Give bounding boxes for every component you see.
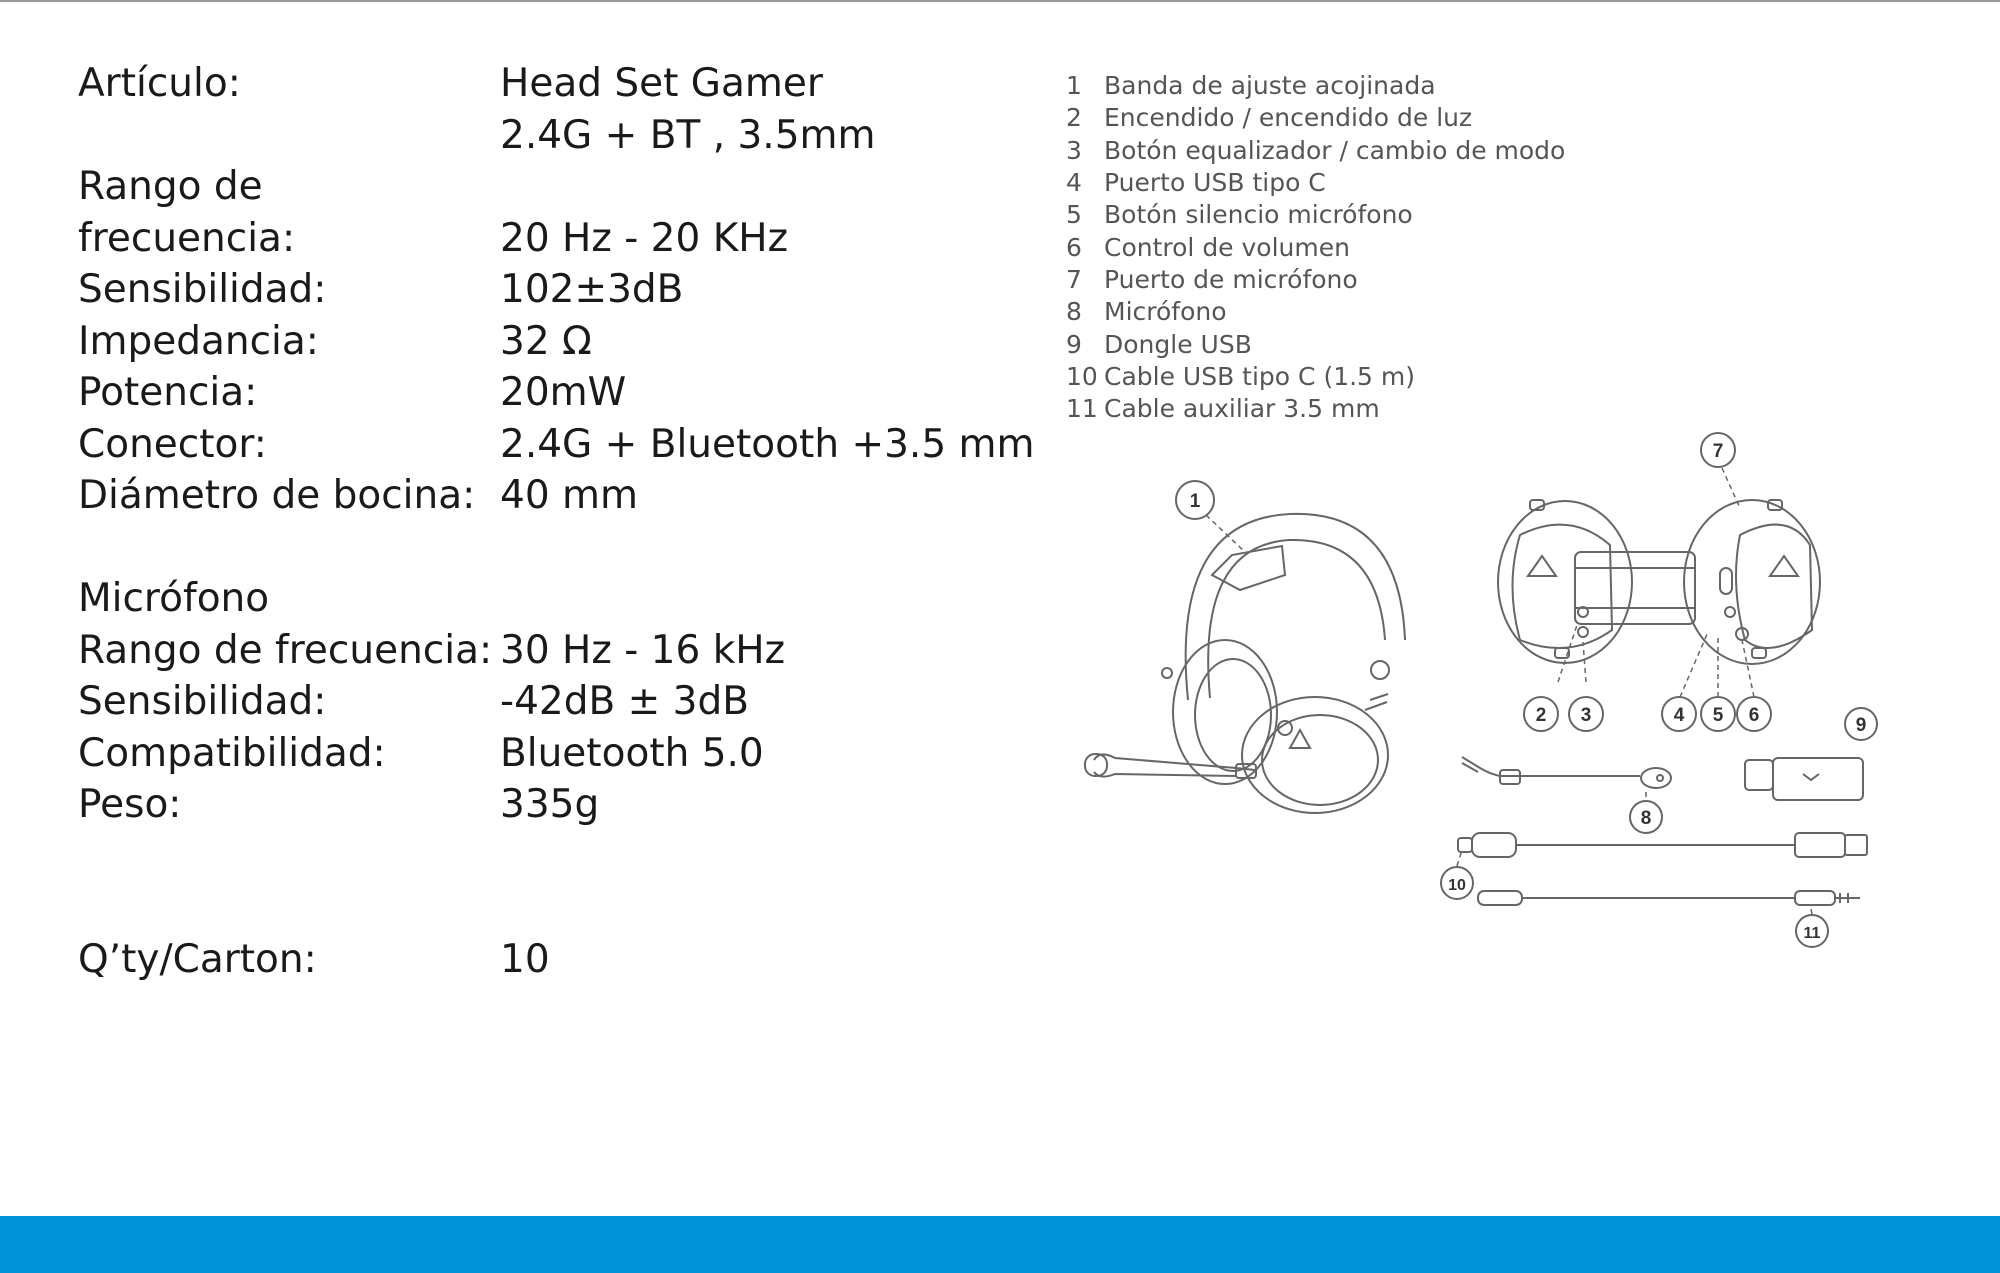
part-number: 3 (1066, 136, 1082, 165)
parts-list-item (1066, 167, 1566, 199)
spec-row (78, 213, 978, 265)
callout-10 (1441, 867, 1473, 899)
part-label: Botón silencio micrófono (1104, 200, 1413, 229)
spec-value: 102±3dB (500, 267, 684, 312)
part-number: 11 (1066, 394, 1098, 423)
part-label: Banda de ajuste acojinada (1104, 71, 1436, 100)
callout-3 (1569, 697, 1603, 731)
spec-label: Potencia: (78, 370, 258, 415)
spec-value: 2.4G + Bluetooth +3.5 mm (500, 422, 1035, 467)
part-number: 4 (1066, 168, 1082, 197)
spec-value: 32 Ω (500, 319, 592, 364)
spec-row (78, 161, 978, 213)
part-label: Dongle USB (1104, 330, 1252, 359)
spec-row (78, 110, 978, 162)
spec-value: 20mW (500, 370, 627, 415)
spec-row (78, 264, 978, 316)
svg-text:1: 1 (1189, 491, 1201, 512)
aux-cable-illustration (1478, 891, 1860, 905)
svg-text:11: 11 (1803, 925, 1821, 942)
spec-label: Rango de frecuencia: (78, 628, 493, 673)
part-label: Cable auxiliar 3.5 mm (1104, 394, 1380, 423)
spec-label: Peso: (78, 782, 182, 827)
callout-2 (1524, 697, 1558, 731)
part-label: Botón equalizador / cambio de modo (1104, 136, 1566, 165)
part-number: 1 (1066, 71, 1082, 100)
spec-section-heading (78, 573, 978, 625)
part-label: Micrófono (1104, 297, 1227, 326)
parts-list-item (1066, 70, 1566, 102)
parts-list-item (1066, 135, 1566, 167)
spec-value: -42dB ± 3dB (500, 679, 750, 724)
svg-text:5: 5 (1712, 705, 1724, 726)
part-number: 6 (1066, 233, 1082, 262)
parts-list-item (1066, 102, 1566, 134)
headset-rear-illustration (1498, 500, 1820, 664)
part-number: 7 (1066, 265, 1082, 294)
part-label: Puerto de micrófono (1104, 265, 1358, 294)
spec-label: Conector: (78, 422, 267, 467)
spec-row (78, 779, 978, 831)
callout-1 (1176, 481, 1214, 519)
part-number: 2 (1066, 103, 1082, 132)
spec-value: 30 Hz - 16 kHz (500, 628, 786, 673)
part-label: Puerto USB tipo C (1104, 168, 1326, 197)
spec-label: Micrófono (78, 576, 270, 621)
callout-9 (1845, 708, 1877, 740)
spec-label: Sensibilidad: (78, 679, 327, 724)
callout-4 (1662, 697, 1696, 731)
part-number: 10 (1066, 362, 1098, 391)
svg-text:3: 3 (1580, 705, 1592, 726)
spec-value: 40 mm (500, 473, 639, 518)
spec-row (78, 58, 978, 110)
spec-label: Compatibilidad: (78, 731, 386, 776)
top-rule (0, 0, 2000, 2)
svg-text:6: 6 (1748, 705, 1760, 726)
spec-label: Q’ty/Carton: (78, 937, 317, 982)
svg-text:10: 10 (1448, 877, 1466, 894)
product-diagram (1070, 425, 1890, 955)
callout-7 (1701, 433, 1735, 467)
spec-value: 335g (500, 782, 600, 827)
callout-8 (1630, 801, 1662, 833)
part-number: 9 (1066, 330, 1082, 359)
spec-label: frecuencia: (78, 216, 296, 261)
parts-list-item (1066, 199, 1566, 231)
parts-list-item (1066, 361, 1566, 393)
callout-5 (1701, 697, 1735, 731)
spec-value: Bluetooth 5.0 (500, 731, 764, 776)
part-number: 5 (1066, 200, 1082, 229)
part-label: Control de volumen (1104, 233, 1350, 262)
parts-list-item (1066, 296, 1566, 328)
spec-label: Rango de (78, 164, 263, 209)
headset-illustration (1085, 514, 1405, 813)
callout-11 (1796, 915, 1828, 947)
svg-text:8: 8 (1640, 808, 1652, 829)
part-number: 8 (1066, 297, 1082, 326)
spec-value: 10 (500, 937, 550, 982)
spec-label: Artículo: (78, 61, 241, 106)
svg-text:7: 7 (1712, 441, 1724, 462)
parts-list-item (1066, 329, 1566, 361)
svg-text:2: 2 (1535, 705, 1547, 726)
parts-list-item (1066, 264, 1566, 296)
spec-value: 20 Hz - 20 KHz (500, 216, 789, 261)
detachable-microphone-illustration (1462, 757, 1671, 788)
spec-value: 2.4G + BT , 3.5mm (500, 113, 876, 158)
spec-row (78, 316, 978, 368)
spec-row (78, 419, 1035, 471)
spec-row (78, 676, 978, 728)
spec-label: Sensibilidad: (78, 267, 327, 312)
parts-list-item (1066, 232, 1566, 264)
spec-row-carton (78, 934, 978, 986)
svg-text:9: 9 (1855, 715, 1867, 736)
part-label: Encendido / encendido de luz (1104, 103, 1473, 132)
usb-c-cable-illustration (1458, 833, 1867, 857)
usb-dongle-illustration (1745, 758, 1863, 800)
parts-list-item (1066, 393, 1566, 425)
spec-row (78, 470, 978, 522)
part-label: Cable USB tipo C (1.5 m) (1104, 362, 1416, 391)
spec-row (78, 728, 978, 780)
spec-row (78, 625, 978, 677)
spec-label: Impedancia: (78, 319, 319, 364)
svg-text:4: 4 (1673, 705, 1685, 726)
spec-value: Head Set Gamer (500, 61, 823, 106)
spec-row (78, 367, 978, 419)
callout-6 (1737, 697, 1771, 731)
footer-bar (0, 1216, 2000, 1273)
spec-label: Diámetro de bocina: (78, 473, 476, 518)
